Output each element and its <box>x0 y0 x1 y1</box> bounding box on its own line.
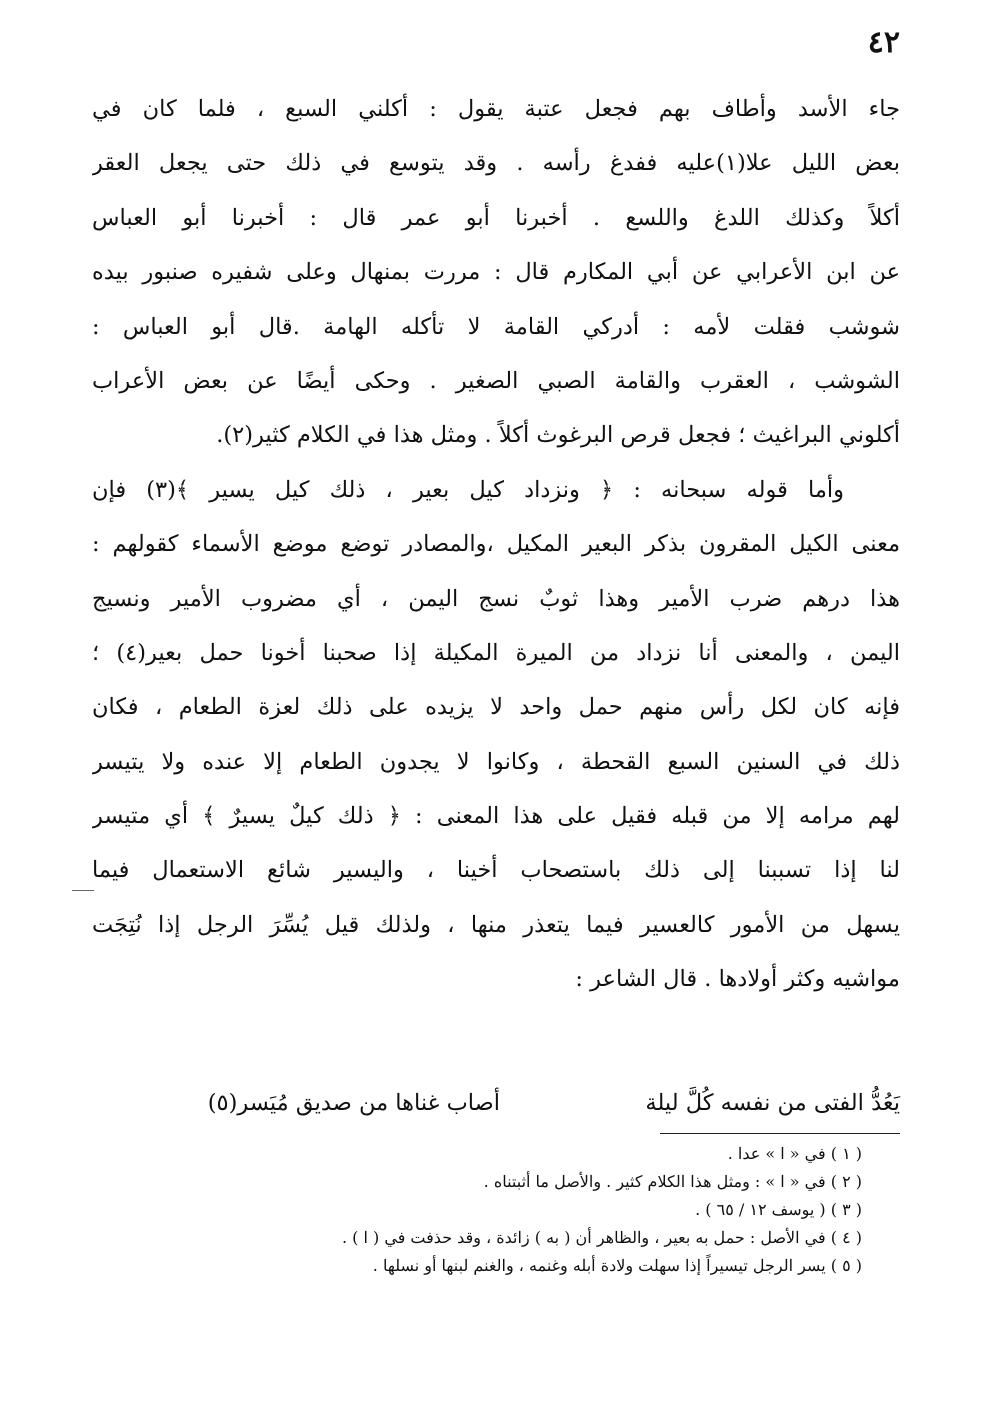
text-line: أكلوني البراغيث ؛ فجعل قرص البرغوث أكلاً . ومثل هذا في الكلام كثير(٢). <box>216 422 900 449</box>
text-line: يسهل من الأمور كالعسير فيما يتعذر منها ، ولذلك قيل يُسِّرَ الرجل إذا نُتِجَت <box>92 911 900 938</box>
text-line: جاء الأسد وأطاف بهم فجعل عتبة يقول : أكلني السبع ، فلما كان في <box>92 96 900 122</box>
text-line: معنى الكيل المقرون بذكر البعير المكيل ،والمصادر توضع موضع الأسماء كقولهم : <box>92 531 900 558</box>
footnote-separator <box>660 1133 900 1134</box>
text-line: اليمن ، والمعنى أنا نزداد من الميرة المكيلة إذا صحبنا أخونا حمل بعير(٤) ؛ <box>92 639 900 666</box>
text-line: الشوشب ، العقرب والقامة الصبي الصغير . وحكى أيضًا عن بعض الأعراب <box>92 367 900 394</box>
text-line: أكلاً وكذلك اللدغ واللسع . أخبرنا أبو عمر قال : أخبرنا أبو العباس <box>92 204 900 231</box>
text-line: عن ابن الأعرابي عن أبي المكارم قال : مررت بمنهال وعلى شفيره صنبور بيده <box>92 259 900 286</box>
text-line: هذا درهم ضرب الأمير وهذا ثوبٌ نسج اليمن ، أي مضروب الأمير ونسيج <box>92 585 900 612</box>
page-number: ٤٢ <box>867 25 900 60</box>
footnote: ( ٢ ) في « ا » : ومثل هذا الكلام كثير . والأصل ما أثبتناه . <box>483 1172 862 1191</box>
text-line: وأما قوله سبحانه : ﴿ ونزداد كيل بعير ، ذلك كيل يسير ﴾(٣) فإن <box>92 476 844 503</box>
text-line: لهم مرامه إلا من قبله فقيل على هذا المعنى : ﴿ ذلك كيلٌ يسيرٌ ﴾ أي متيسر <box>92 803 900 830</box>
text-line: شوشب فقلت لأمه : أدركي القامة لا تأكله الهامة .قال أبو العباس : <box>92 313 900 340</box>
text-line: مواشيه وكثر أولادها . قال الشاعر : <box>575 966 900 993</box>
margin-mark <box>72 890 94 891</box>
main-text <box>92 82 900 1007</box>
verse-hemistich-second: أصاب غناها من صديق مُيَسر(٥) <box>207 1090 500 1116</box>
text-line: لنا إذا تسببنا إلى ذلك باستصحاب أخينا ، واليسير شائع الاستعمال فيما <box>92 857 900 884</box>
footnote: ( ٤ ) في الأصل : حمل به بعير ، والظاهر أن ( به ) زائدة ، وقد حذفت في ( ا ) . <box>342 1228 862 1247</box>
text-line: فإنه كان لكل رأس منهم حمل واحد لا يزيده على ذلك لعزة الطعام ، فكان <box>92 694 900 721</box>
footnote: ( ٣ ) ( يوسف ١٢ / ٦٥ ) . <box>695 1200 862 1219</box>
text-line: ذلك في السنين السبع القحطة ، وكانوا لا يجدون الطعام إلا عنده ولا يتيسر <box>92 748 900 775</box>
footnotes <box>122 1140 862 1280</box>
footnote: ( ٥ ) يسر الرجل تيسيراً إذا سهلت ولادة أبله وغنمه ، والغنم لبنها أو نسلها . <box>372 1256 862 1275</box>
verse-hemistich-first: يَعُدُّ الفتى من نفسه كُلَّ ليلة <box>645 1090 900 1116</box>
poetry-verse <box>92 1083 900 1123</box>
footnote: ( ١ ) في « ا » عدا . <box>727 1144 862 1163</box>
text-line: بعض الليل علا(١)عليه ففدغ رأسه . وقد يتوسع في ذلك حتى يجعل العقر <box>92 150 900 177</box>
